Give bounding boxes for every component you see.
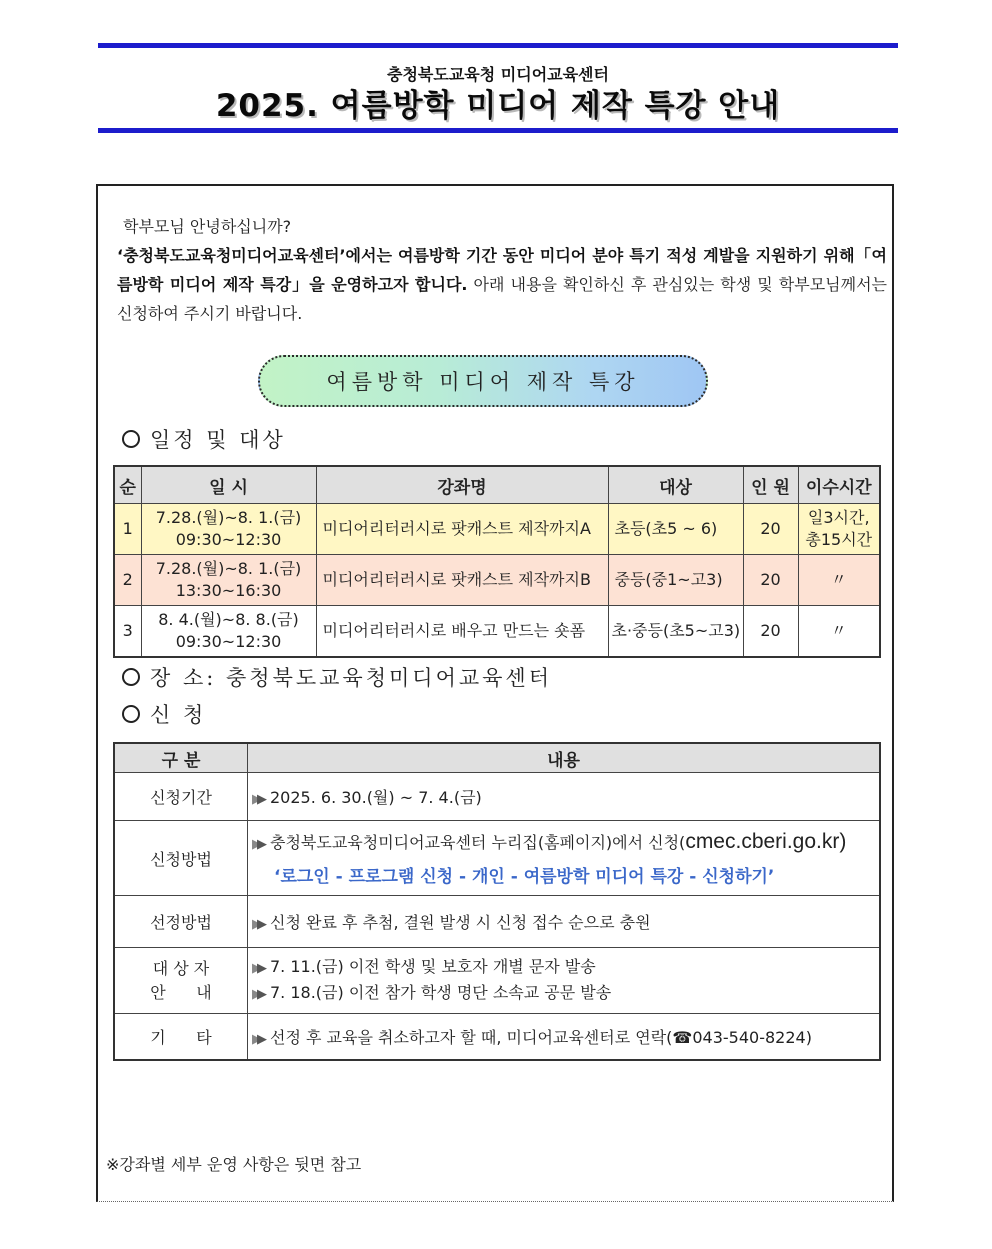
section-place-label: 장 소: 충청북도교육청미디어교육센터 xyxy=(150,666,553,690)
row-date: 7.28.(월)~8. 1.(금) xyxy=(155,508,302,527)
table-row xyxy=(114,1014,880,1060)
row-value-period xyxy=(248,773,881,821)
row-value-method xyxy=(248,821,881,896)
row-datetime xyxy=(141,606,316,658)
row-label-notice xyxy=(114,948,248,1014)
row-datetime xyxy=(141,504,316,555)
section-schedule xyxy=(122,424,286,454)
row-target: 중등(중1~고3) xyxy=(608,555,743,606)
col-header-course: 강좌명 xyxy=(316,466,608,504)
col-header-target: 대상 xyxy=(608,466,743,504)
row-datetime xyxy=(141,555,316,606)
table-row xyxy=(114,896,880,948)
method-close: ) xyxy=(839,830,847,853)
footnote: ※강좌별 세부 운영 사항은 뒷면 참고 xyxy=(106,1155,362,1174)
row-no: 3 xyxy=(114,606,141,658)
schedule-table xyxy=(113,465,881,658)
etc-text: 선정 후 교육을 취소하고자 할 때, 미디어교육센터로 연락(☎043-540-8224) xyxy=(270,1027,812,1047)
double-arrow-icon: ▶▶ xyxy=(252,837,262,852)
apply-table xyxy=(113,742,881,1061)
double-arrow-icon: ▶▶ xyxy=(252,986,262,1002)
page-title: 2025. 여름방학 미디어 제작 특강 안내 xyxy=(215,88,781,124)
row-time: 13:30~16:30 xyxy=(175,581,282,600)
col-header-content: 내용 xyxy=(248,743,881,773)
notice-text-2: 7. 18.(금) 이전 참가 학생 명단 소속교 공문 발송 xyxy=(270,982,612,1002)
selection-text: 신청 완료 후 추첨, 결원 발생 시 신청 접수 순으로 충원 xyxy=(270,913,651,932)
double-arrow-icon: ▶▶ xyxy=(252,792,262,807)
table-row xyxy=(114,555,880,606)
row-count: 20 xyxy=(743,555,798,606)
col-header-category: 구 분 xyxy=(114,743,248,773)
period-text: 2025. 6. 30.(월) ~ 7. 4.(금) xyxy=(270,788,482,807)
row-hours xyxy=(798,504,880,555)
row-time: 09:30~12:30 xyxy=(175,632,282,651)
row-hours-line2: 총15시간 xyxy=(805,530,873,549)
method-text: 충청북도교육청미디어교육센터 누리집(홈페이지)에서 신청( xyxy=(270,833,686,852)
header-top-line xyxy=(98,43,898,48)
homepage-link[interactable]: cmec.cberi.go.kr xyxy=(685,830,840,853)
double-arrow-icon: ▶▶ xyxy=(252,960,262,976)
circle-bullet-icon xyxy=(122,430,140,448)
circle-bullet-icon xyxy=(122,705,140,723)
col-header-date: 일 시 xyxy=(141,466,316,504)
section-schedule-label: 일정 및 대상 xyxy=(150,428,286,452)
intro-paragraph xyxy=(117,241,887,328)
double-arrow-icon: ▶▶ xyxy=(252,917,262,932)
table-row xyxy=(114,948,880,1014)
sub-organization: 충청북도교육청 미디어교육센터 xyxy=(387,65,609,84)
double-arrow-icon: ▶▶ xyxy=(252,1031,262,1047)
col-header-no: 순 xyxy=(114,466,141,504)
greeting: 학부모님 안녕하십니까? xyxy=(123,217,292,236)
notice-item xyxy=(252,981,878,1007)
row-course: 미디어리터러시로 팟캐스트 제작까지A xyxy=(316,504,608,555)
row-course: 미디어리터러시로 배우고 만드는 숏폼 xyxy=(316,606,608,658)
col-header-count: 인 원 xyxy=(743,466,798,504)
section-apply-label: 신 청 xyxy=(150,703,207,727)
section-apply xyxy=(122,699,206,729)
row-time: 09:30~12:30 xyxy=(175,530,282,549)
notice-text-1: 7. 11.(금) 이전 학생 및 보호자 개별 문자 발송 xyxy=(270,956,596,976)
circle-bullet-icon xyxy=(122,668,140,686)
row-hours: 〃 xyxy=(798,555,880,606)
course-banner: 여름방학 미디어 제작 특강 xyxy=(258,355,708,407)
row-target: 초·중등(초5~고3) xyxy=(608,606,743,658)
row-no: 1 xyxy=(114,504,141,555)
row-no: 2 xyxy=(114,555,141,606)
notice-item xyxy=(252,955,878,981)
col-header-hours: 이수시간 xyxy=(798,466,880,504)
row-label-etc: 기 타 xyxy=(114,1014,248,1060)
row-hours: 〃 xyxy=(798,606,880,658)
table-row xyxy=(114,606,880,658)
row-date: 7.28.(월)~8. 1.(금) xyxy=(155,559,302,578)
notice-label-line1: 대 상 자 xyxy=(152,958,210,978)
row-value-notice xyxy=(248,948,881,1014)
row-label-method: 신청방법 xyxy=(114,821,248,896)
row-value-etc xyxy=(248,1014,881,1060)
header-bottom-line xyxy=(98,128,898,133)
row-count: 20 xyxy=(743,606,798,658)
row-value-selection xyxy=(248,896,881,948)
row-hours-line1: 일3시간, xyxy=(807,508,870,527)
intro-bold: ‘충청북도교육청미디어교육센터’에서는 여름방학 기간 동안 미디어 분야 특기 적성 계발을 지원하기 위해「여름방학 미디어 제작 특강」을 운영하고자 합니다. xyxy=(117,246,887,294)
section-place xyxy=(122,662,552,692)
table-row xyxy=(114,504,880,555)
row-label-period: 신청기간 xyxy=(114,773,248,821)
table-row xyxy=(114,821,880,896)
method-steps: ‘로그인 - 프로그램 신청 - 개인 - 여름방학 미디어 특강 - 신청하기’ xyxy=(274,867,775,887)
row-count: 20 xyxy=(743,504,798,555)
apply-header-row xyxy=(114,743,880,773)
row-course: 미디어리터러시로 팟캐스트 제작까지B xyxy=(316,555,608,606)
row-target: 초등(초5 ~ 6) xyxy=(608,504,743,555)
table-row xyxy=(114,773,880,821)
schedule-header-row xyxy=(114,466,880,504)
intro-rest: 아래 내용을 확인하신 후 관심있는 학생 및 학부모님께서는 신청하여 주시기 바랍니다. xyxy=(117,275,887,323)
row-date: 8. 4.(월)~8. 8.(금) xyxy=(158,610,299,629)
notice-label-line2: 안 내 xyxy=(150,982,212,1002)
row-label-selection: 선정방법 xyxy=(114,896,248,948)
